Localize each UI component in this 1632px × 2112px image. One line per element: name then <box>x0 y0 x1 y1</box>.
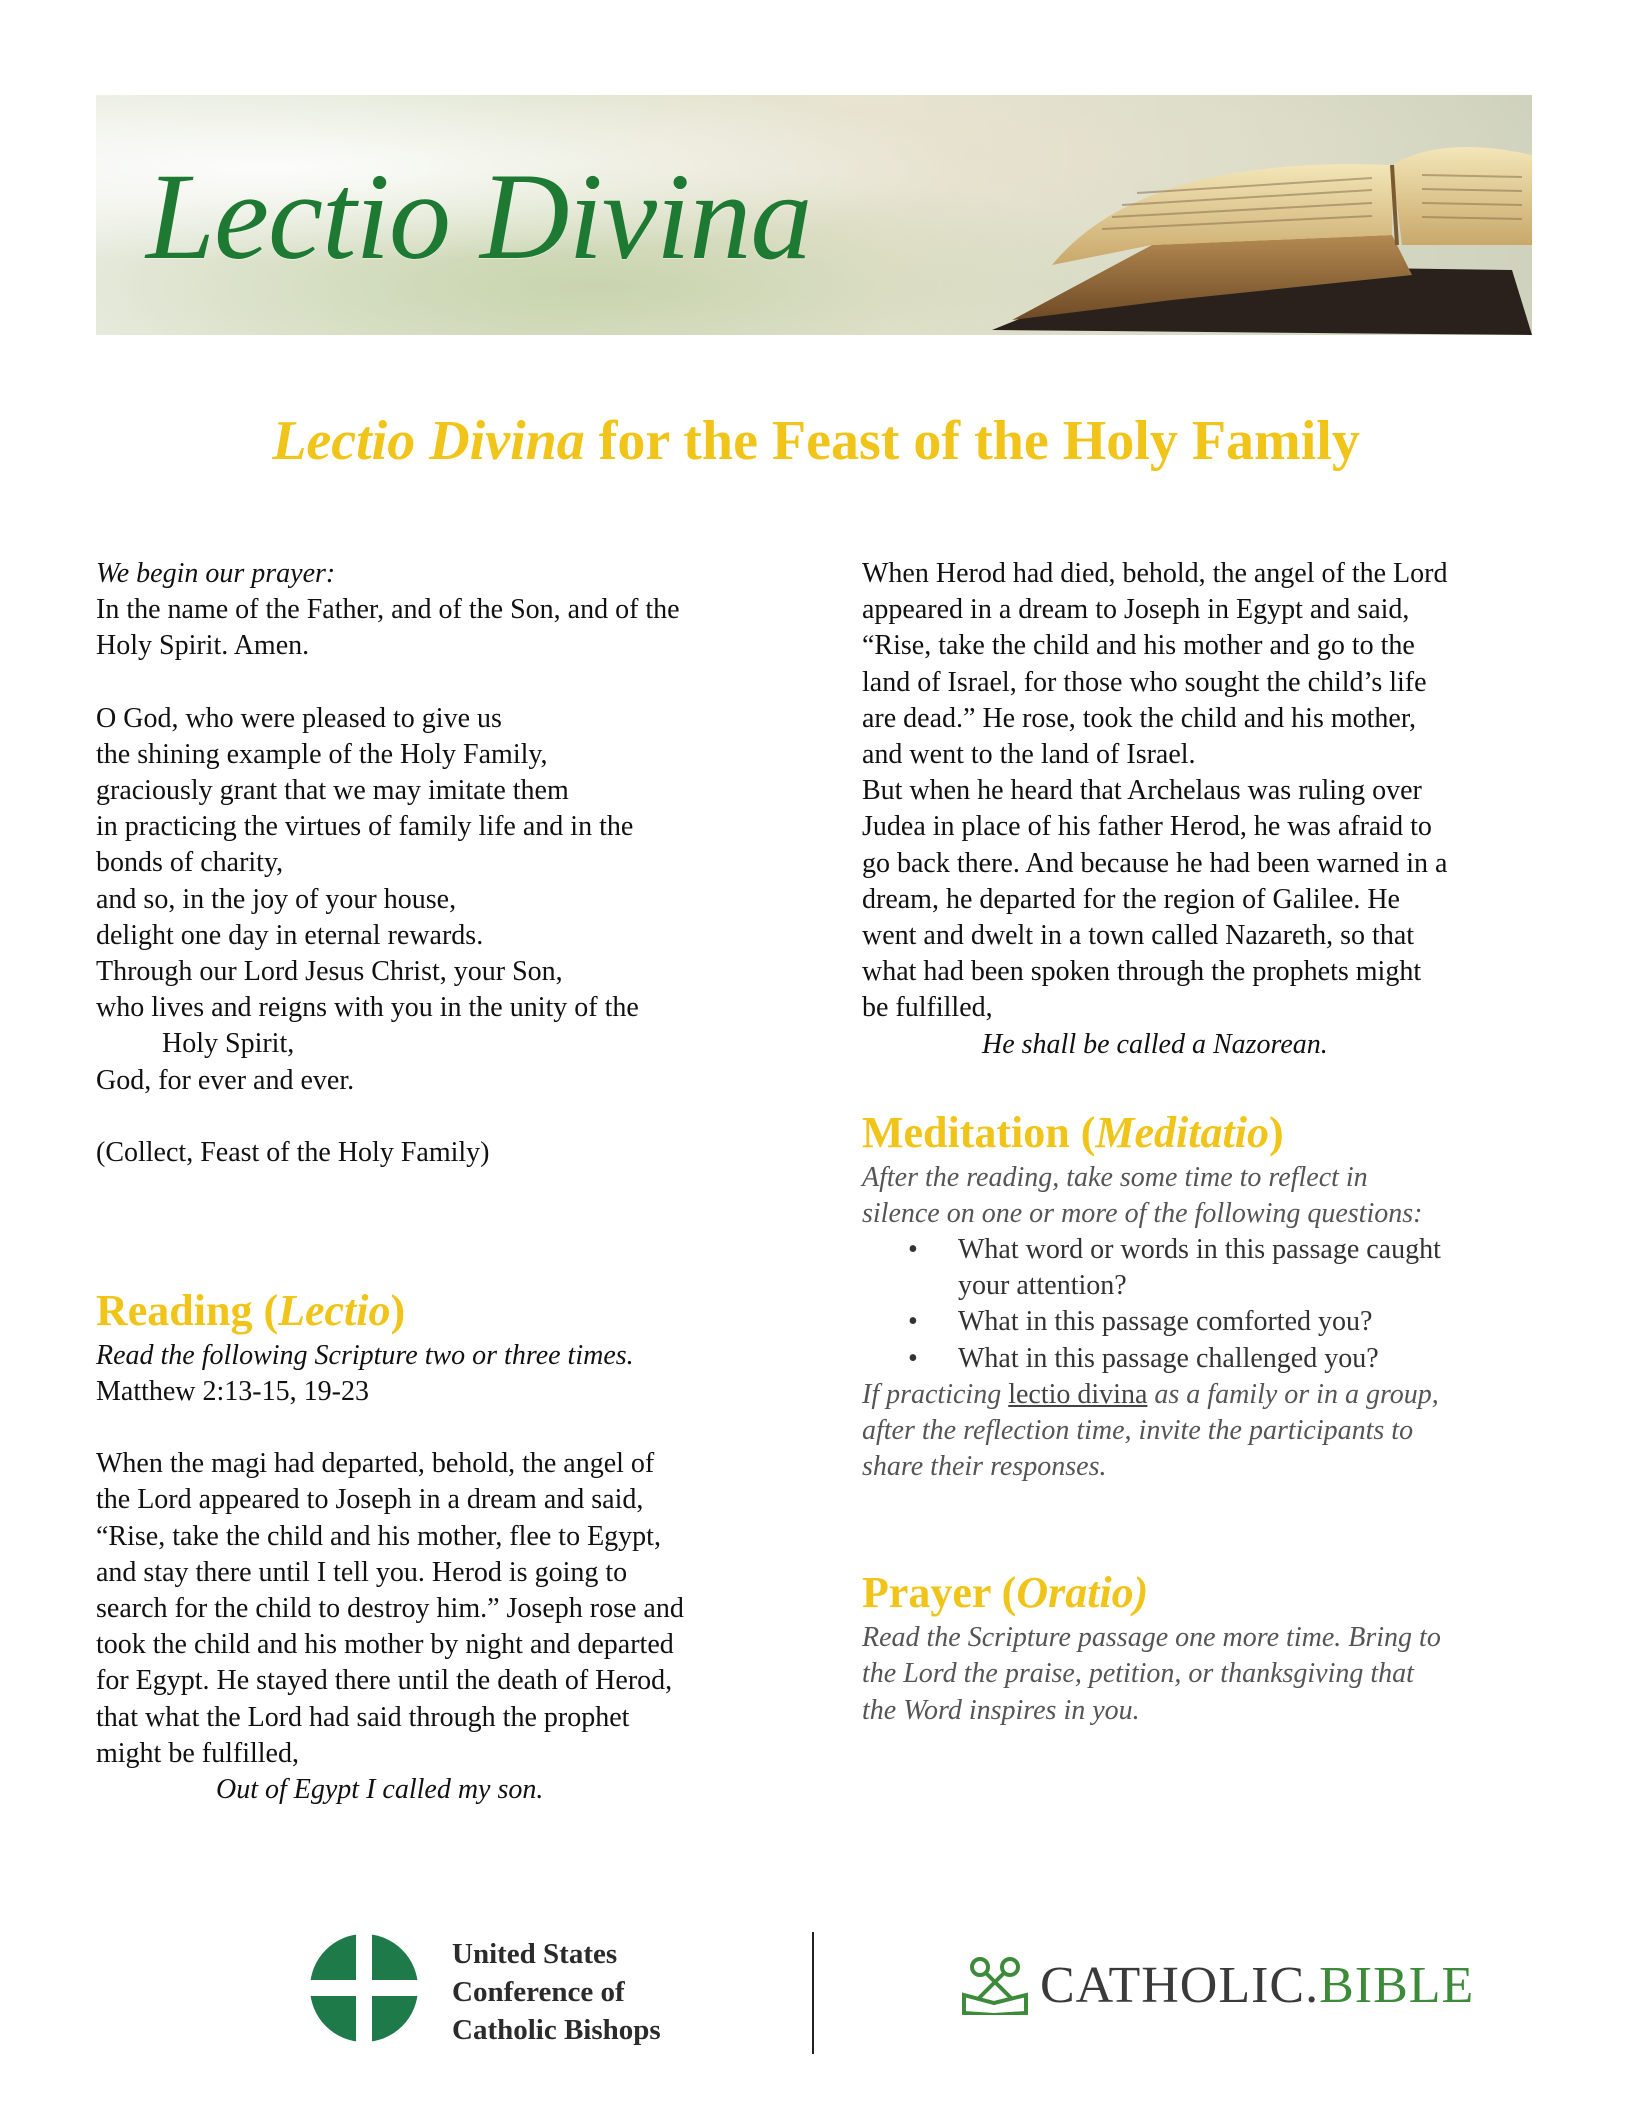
collect-line-indented: Holy Spirit, <box>162 1028 295 1060</box>
reading-line: be fulfilled, <box>862 992 993 1024</box>
reading-line: land of Israel, for those who sought the child’s life <box>862 666 1427 698</box>
bullet-icon: • <box>908 1234 918 1266</box>
open-bible-icon <box>972 95 1532 335</box>
reading-line: what had been spoken through the prophets might <box>862 956 1422 988</box>
reading-line: But when he heard that Archelaus was ruling over <box>862 775 1422 807</box>
reading-line: “Rise, take the child and his mother and go to the <box>862 630 1415 662</box>
reading-quote: Out of Egypt I called my son. <box>216 1774 544 1806</box>
group-note-line: after the reflection time, invite the participants to <box>862 1415 1414 1447</box>
meditation-heading: Meditation (Meditatio) <box>862 1107 1284 1157</box>
page-title <box>0 408 1632 475</box>
usccb-logo-icon <box>308 1932 420 2044</box>
reading-line: When Herod had died, behold, the angel of the Lord <box>862 558 1448 589</box>
left-column <box>96 556 776 1808</box>
prayer-instruction: Read the Scripture passage one more time. Bring to <box>862 1622 1441 1654</box>
group-note: If practicing lectio divina as a family or in a group, <box>862 1378 1439 1410</box>
footer-divider <box>812 1932 814 2054</box>
question-item: • What in this passage challenged you? <box>862 1341 1542 1377</box>
collect-line: in practicing the virtues of family life and in the <box>96 811 634 843</box>
reading-line: the Lord appeared to Joseph in a dream and said, <box>96 1484 644 1516</box>
reading-line: appeared in a dream to Joseph in Egypt and said, <box>862 594 1410 626</box>
reading-line: went and dwelt in a town called Nazareth, so that <box>862 920 1415 952</box>
reading-line: that what the Lord had said through the prophet <box>96 1701 630 1733</box>
page-title-rest: for the Feast of the Holy Family <box>584 410 1360 472</box>
collect-line: bonds of charity, <box>96 847 284 879</box>
collect-line-last: God, for ever and ever. <box>96 1064 355 1096</box>
reading-instruction: Read the following Scripture two or three times. <box>96 1339 634 1371</box>
usccb-name: United States Conference of Catholic Bishops <box>452 1938 661 2046</box>
reading-line: might be fulfilled, <box>96 1737 299 1769</box>
collect-line: Through our Lord Jesus Christ, your Son, <box>96 956 563 988</box>
prayer-instruction: the Lord the praise, petition, or thanksgiving that <box>862 1658 1414 1690</box>
lectio-divina-link[interactable]: lectio divina <box>1008 1378 1148 1410</box>
collect-line: and so, in the joy of your house, <box>96 883 457 915</box>
collect-line: the shining example of the Holy Family, <box>96 738 548 770</box>
prayer-heading: Prayer (Oratio) <box>862 1568 1149 1618</box>
intro-line: In the name of the Father, and of the Son, and of the <box>96 594 680 626</box>
collect-source: (Collect, Feast of the Holy Family) <box>96 1136 490 1168</box>
reading-line: and went to the land of Israel. <box>862 739 1196 771</box>
meditation-instruction: After the reading, take some time to reflect in <box>862 1161 1368 1193</box>
keys-book-icon <box>960 1955 1030 2015</box>
reading-line: go back there. And because he had been warned in a <box>862 847 1448 879</box>
reading-line: dream, he departed for the region of Galilee. He <box>862 883 1400 915</box>
page-title-italic: Lectio Divina <box>272 410 585 472</box>
question-item: • What word or words in this passage caught your attention? <box>908 1234 1441 1302</box>
group-note-line: share their responses. <box>862 1451 1107 1483</box>
reading-line: When the magi had departed, behold, the angel of <box>96 1448 655 1480</box>
header-banner <box>96 95 1532 335</box>
intro-label: We begin our prayer: <box>96 558 336 589</box>
catholic-bible-logo: CATHOLIC.BIBLE <box>1040 1957 1475 2014</box>
bullet-icon: • <box>908 1306 918 1338</box>
reading-line: “Rise, take the child and his mother, flee to Egypt, <box>96 1520 661 1552</box>
collect-line: graciously grant that we may imitate them <box>96 775 569 807</box>
reading-line: Judea in place of his father Herod, he was afraid to <box>862 811 1432 843</box>
question-item: • What in this passage comforted you? <box>862 1304 1542 1340</box>
intro-line: Holy Spirit. Amen. <box>96 630 310 662</box>
reading-line: and stay there until I tell you. Herod is going to <box>96 1556 628 1588</box>
meditation-questions <box>862 1232 1542 1377</box>
collect-line: who lives and reigns with you in the unity of the <box>96 992 639 1024</box>
reading-quote: He shall be called a Nazorean. <box>982 1028 1328 1060</box>
collect-line: delight one day in eternal rewards. <box>96 919 484 951</box>
reading-line: took the child and his mother by night and departed <box>96 1629 674 1661</box>
reading-line: search for the child to destroy him.” Joseph rose and <box>96 1593 684 1625</box>
bullet-icon: • <box>908 1342 918 1374</box>
collect-line: O God, who were pleased to give us <box>96 702 502 734</box>
reading-citation: Matthew 2:13-15, 19-23 <box>96 1376 369 1408</box>
meditation-instruction: silence on one or more of the following questions: <box>862 1197 1423 1229</box>
banner-title: Lectio Divina <box>146 148 812 285</box>
reading-line: for Egypt. He stayed there until the death of Herod, <box>96 1665 673 1697</box>
prayer-instruction: the Word inspires in you. <box>862 1694 1140 1726</box>
reading-heading: Reading (Lectio) <box>96 1286 406 1336</box>
right-column <box>862 556 1542 1729</box>
reading-line: are dead.” He rose, took the child and his mother, <box>862 702 1417 734</box>
